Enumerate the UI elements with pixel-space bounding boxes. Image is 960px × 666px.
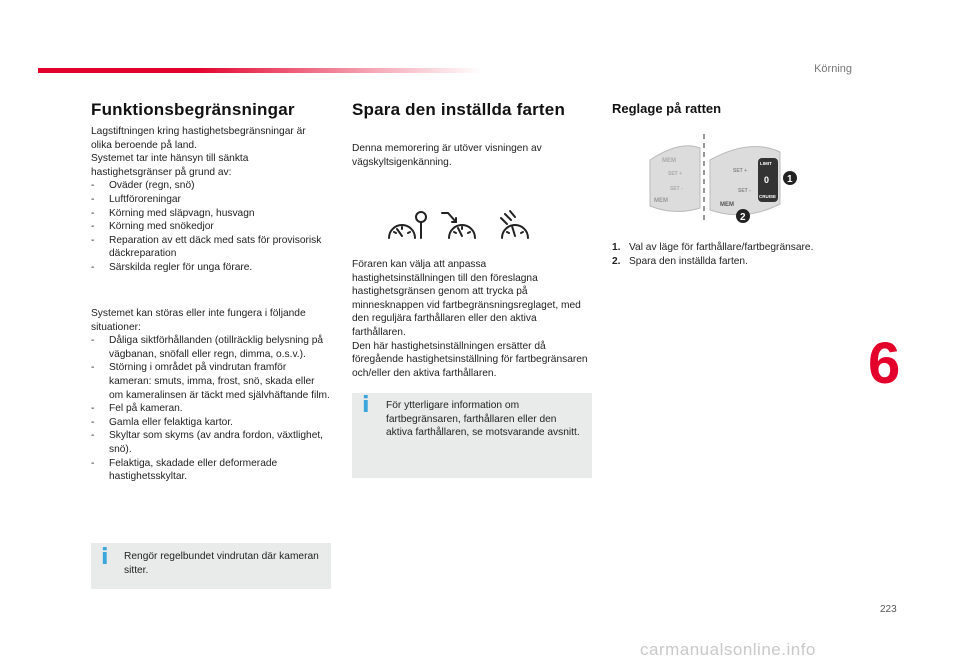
list-item: - Dåliga siktförhållanden (otillräcklig belysning på vägbanan, snöfall eller regn, dimma, o.s.v.). xyxy=(91,334,331,361)
info-icon: i xyxy=(362,393,370,418)
speed-icons xyxy=(386,206,536,246)
col1-note xyxy=(91,543,331,589)
col1-list1 xyxy=(91,179,327,274)
chapter-number: 6 xyxy=(868,331,901,396)
item-text: Spara den inställda farten. xyxy=(629,255,748,267)
col1-title: Funktionsbegränsningar xyxy=(91,100,295,119)
list-item: - Körning med snökedjor xyxy=(91,220,327,234)
watermark: carmanualsonline.info xyxy=(640,640,816,659)
list-item: - Störning i området på vindrutan framför kameran: smuts, imma, frost, snö, skada eller om kameralinsen är täckt med självhäftande film. xyxy=(91,361,331,402)
list-item: - Reparation av ett däck med sats för provisorisk däckreparation xyxy=(91,234,327,261)
speed-limiter-icon xyxy=(389,212,426,238)
col2-title: Spara den inställda farten xyxy=(352,100,566,119)
fig-label: LIMIT xyxy=(760,161,772,166)
col2-body xyxy=(352,258,592,380)
list-item: - Felaktiga, skadade eller deformerade hastighetsskyltar. xyxy=(91,457,331,484)
steering-controls-figure xyxy=(640,130,810,225)
fig-label: SET + xyxy=(668,171,683,177)
fig-callout-1: 1 xyxy=(787,174,793,185)
list-item: - Särskilda regler för unga förare. xyxy=(91,261,327,275)
adaptive-cruise-icon xyxy=(501,211,528,238)
section-label: Körning xyxy=(814,63,852,75)
col1-p3: Systemet kan störas eller inte fungera i följande situationer: xyxy=(91,308,306,333)
list-item: - Gamla eller felaktiga kartor. xyxy=(91,416,331,430)
list-item: - Luftföroreningar xyxy=(91,193,327,207)
header-accent-bar xyxy=(38,68,483,73)
page-number: 223 xyxy=(880,604,897,615)
fig-label: 0 xyxy=(764,175,770,185)
fig-label: MEM xyxy=(654,198,668,204)
col2-body1: Föraren kan välja att anpassa hastighetsinställningen till den föreslagna hastighetsgränsen genom att trycka på minnesknappen vid fartbegränsningsreglaget, med den reguljära farthållaren eller den aktiva farthållaren. xyxy=(352,259,581,338)
list-item xyxy=(612,241,862,255)
fig-label: SET + xyxy=(733,168,748,174)
fig-callout-2: 2 xyxy=(740,212,746,223)
fig-label: MEM xyxy=(720,202,734,208)
list-item: - Oväder (regn, snö) xyxy=(91,179,327,193)
col2-intro: Denna memorering är utöver visningen av vägskyltsigenkänning. xyxy=(352,143,542,168)
col1-p2: Systemet tar inte hänsyn till sänkta hastighetsgränser på grund av: xyxy=(91,153,249,178)
fig-label: SET - xyxy=(670,186,683,192)
fig-label: CRUISE xyxy=(759,194,777,199)
info-icon: i xyxy=(101,545,109,570)
col1-p1: Lagstiftningen kring hastighetsbegränsningar är olika beroende på land. xyxy=(91,126,306,151)
col1-text2 xyxy=(91,307,331,484)
cruise-control-icon xyxy=(442,213,475,238)
item-number: 1. xyxy=(612,242,621,253)
col2-note-text: För ytterligare information om fartbegränsaren, farthållaren eller den aktiva farthållaren, se motsvarande avsnitt. xyxy=(386,400,580,439)
list-item: - Skyltar som skyms (av andra fordon, växtlighet, snö). xyxy=(91,429,331,456)
fig-label: MEM xyxy=(662,158,676,164)
list-item: - Fel på kameran. xyxy=(91,402,331,416)
col2-note xyxy=(352,393,592,478)
col1-list2 xyxy=(91,334,331,484)
fig-label: SET - xyxy=(738,188,751,194)
col3-title: Reglage på ratten xyxy=(612,101,722,116)
col3-list xyxy=(612,241,862,268)
list-item xyxy=(612,255,862,269)
col1-text xyxy=(91,125,327,275)
col2-body2: Den här hastighetsinställningen ersätter då föregående hastighetsinställning för fartbegränsaren och/eller den aktiva farthållaren. xyxy=(352,340,588,379)
col1-note-text: Rengör regelbundet vindrutan där kameran sitter. xyxy=(124,551,319,576)
item-text: Val av läge för farthållare/fartbegränsare. xyxy=(629,242,814,253)
item-number: 2. xyxy=(612,255,621,267)
list-item: - Körning med släpvagn, husvagn xyxy=(91,207,327,221)
